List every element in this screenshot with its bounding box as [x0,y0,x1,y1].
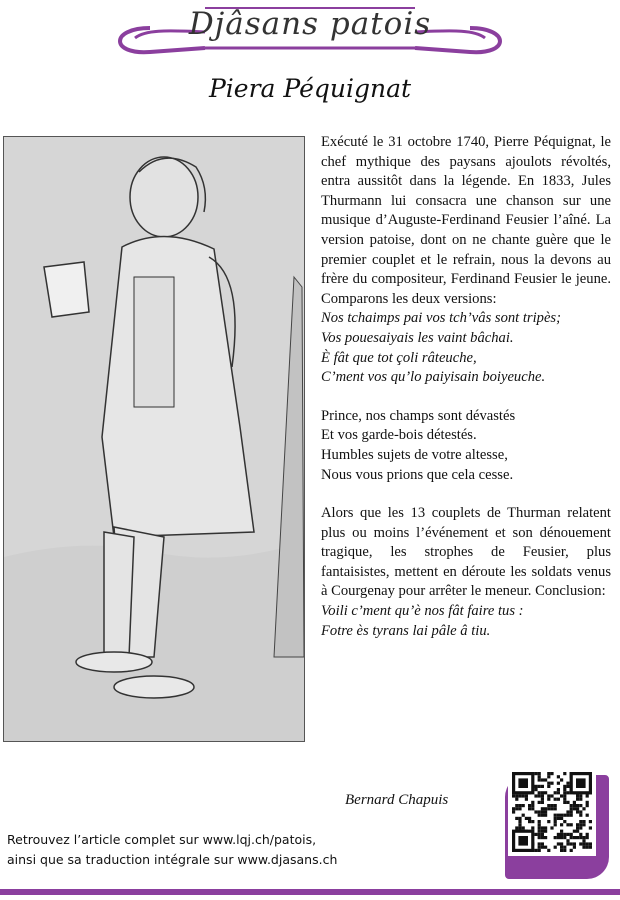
patois-verse-line: Vos pouesaiyais les vaint bâchai. [321,329,514,346]
footer-note [7,830,337,870]
qr-code-icon[interactable] [508,768,596,856]
article-author: Bernard Chapuis [345,792,449,808]
article-body: Alors que les 13 couplets de Thurman relatent plus ou moins l’événement et son dénouement tragique, les strophes de Feusier, plus fantaisistes, mettent en déroute les soldats venus à Courgenay pour arrêter le meneur. Conclusion: [321,505,611,600]
patois-verse-line: È fât que tot çoli râteuche, [321,349,477,366]
article-text-column [321,133,611,641]
french-verse-line: Nous vous prions que cela cesse. [321,466,514,483]
french-verse-line: Prince, nos champs sont dévastés [321,407,516,424]
masthead-title: Djâsans patois [188,6,432,42]
patois-verse-line: Nos tchaimps pai vos tch’vâs sont tripès; [321,310,561,327]
french-verse-line: Et vos garde-bois détestés. [321,427,477,444]
qr-code-pattern [512,772,592,852]
patois-verse-line: C’ment vos qu’lo paiyisain boiyeuche. [321,369,546,386]
conclusion-verse-line: Fotre ès tyrans lai pâle â tiu. [321,622,491,639]
footer-line-djasans: ainsi que sa traduction intégrale sur www.djasans.ch [7,852,338,867]
footer-bar [0,889,620,895]
footer-line-lqj: Retrouvez l’article complet sur www.lqj.ch/patois, [7,832,317,847]
portrait-illustration [3,136,305,742]
article-title: Piera Péquignat [208,74,412,103]
article-intro: Exécuté le 31 octobre 1740, Pierre Péquignat, le chef mythique des paysans ajoulots révoltés, entra aussitôt dans la légende. En 1833, Jules Thurmann lui consacra une chanson sur une musique d’Auguste-Ferdinand Feusier l’aîné. La version patoise, dont on ne chante guère que le premier couplet et le refrain, nous la devons au frère du compositeur, Ferdinand Feusier le jeune. Comparons les deux versions: [321,134,611,307]
conclusion-verse-line: Voili c’ment qu’è nos fât faire tus : [321,603,524,620]
french-verse-line: Humbles sujets de votre altesse, [321,446,508,463]
masthead-banner [0,0,620,70]
portrait-drawing [4,137,304,741]
